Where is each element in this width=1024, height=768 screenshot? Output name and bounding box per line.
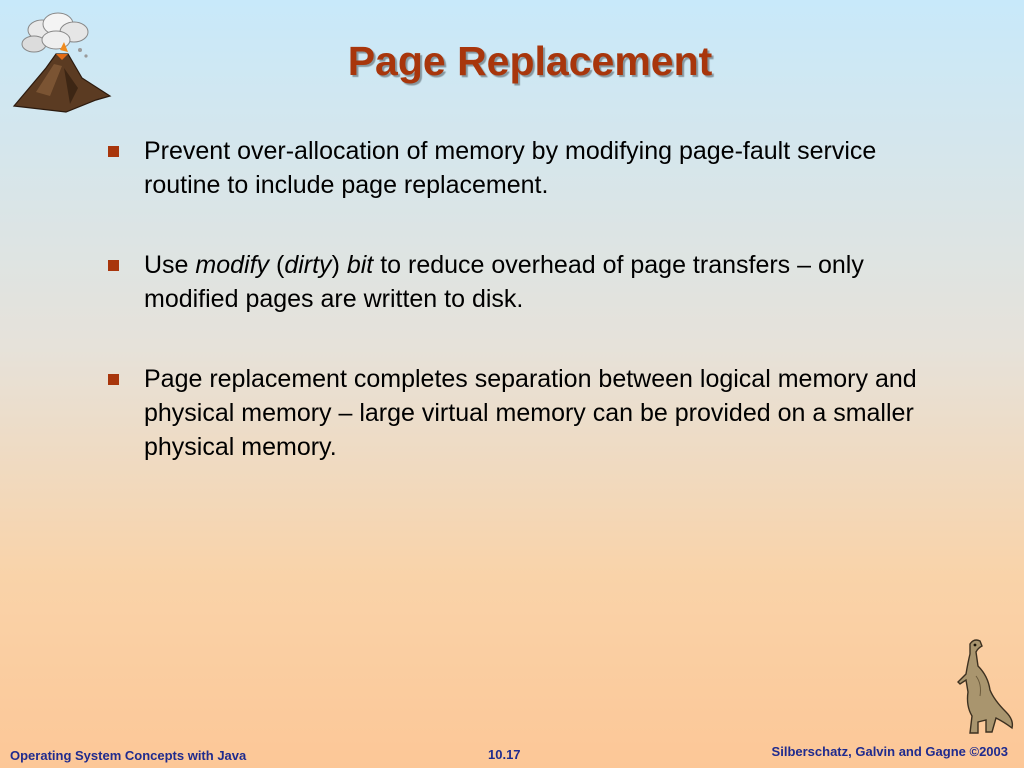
bullet-item-3: [108, 362, 988, 464]
bullet-text: Use modify (dirty) bit to reduce overhead of page transfers – only modified pages are written to disk.: [144, 251, 864, 313]
footer-course-title: Operating System Concepts with Java: [10, 748, 247, 763]
bullet-text: Page replacement completes separation between logical memory and physical memory – large virtual memory can be provided on a smaller physical memory.: [144, 365, 917, 461]
footer-copyright: Silberschatz, Galvin and Gagne ©2003: [771, 744, 1008, 759]
slide-title: Page Replacement: [347, 38, 713, 84]
bullet-item-2: [108, 248, 988, 316]
dinosaur-icon: [948, 636, 1018, 736]
bullet-square-icon: [108, 260, 119, 271]
term-dirty: dirty: [284, 251, 332, 279]
bullet-text: Prevent over-allocation of memory by modifying page-fault service routine to include page replacement.: [144, 137, 877, 199]
footer-slide-number: 10.17: [488, 747, 521, 762]
term-bit: bit: [346, 251, 374, 279]
term-modify: modify: [195, 251, 270, 279]
bullet-list: [108, 134, 988, 510]
bullet-square-icon: [108, 146, 119, 157]
bullet-item-1: [108, 134, 988, 202]
bullet-square-icon: [108, 374, 119, 385]
